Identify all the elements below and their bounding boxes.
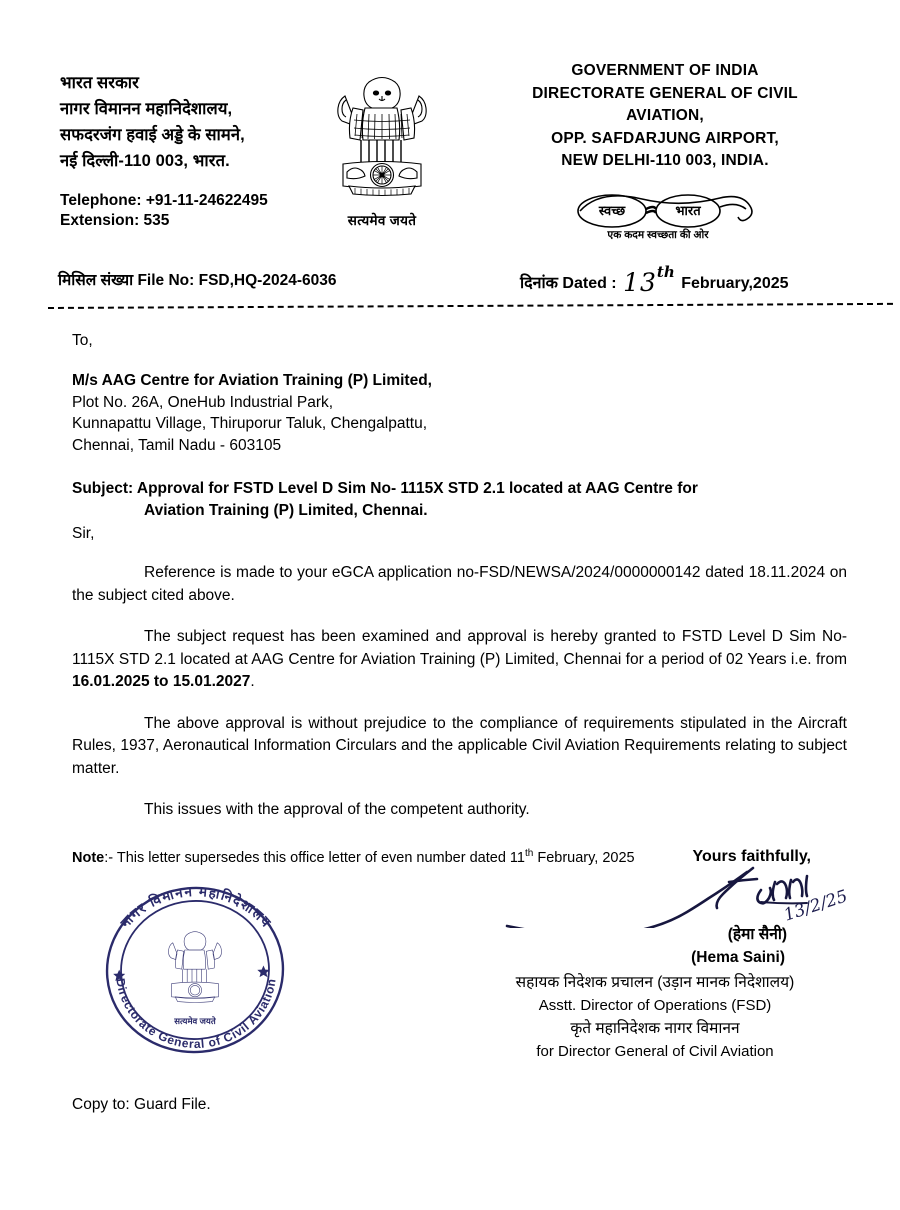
salutation: Sir,	[72, 525, 95, 542]
recipient-address	[72, 370, 847, 456]
paragraph-reference: Reference is made to your eGCA application no-FSD/NEWSA/2024/0000000142 dated 18.11.2024 on the subject cited above.	[72, 564, 847, 604]
note-date-superscript: th	[524, 847, 534, 859]
subject-block	[72, 478, 847, 521]
to-label: To,	[72, 332, 93, 349]
handwritten-day-suffix: th	[656, 263, 675, 281]
date-line	[520, 263, 789, 297]
designation-english: Asstt. Director of Operations (FSD)	[538, 997, 772, 1014]
swachh-bharat-tagline: एक कदम स्वच्छता की ओर	[607, 228, 709, 241]
dgca-round-seal-icon	[88, 872, 303, 1062]
subject-text-line-1: Approval for FSTD Level D Sim No- 1115X STD 2.1 located at AAG Centre for	[136, 480, 698, 497]
seal-top-arc-text: नागर विमानन महानिदेशालय	[117, 883, 275, 931]
english-address-line-2: DIRECTORATE GENERAL OF CIVIL	[532, 84, 798, 102]
approval-validity-period: 16.01.2025 to 15.01.2027	[72, 673, 251, 690]
subject-line-1	[72, 478, 847, 500]
bharat-word: भारत	[675, 202, 701, 218]
signature-icon	[485, 866, 815, 928]
for-dgca-english: for Director General of Civil Aviation	[536, 1043, 774, 1060]
date-label-english: Dated :	[562, 275, 617, 292]
signatory-name-english: (Hema Saini)	[691, 949, 785, 966]
seal-bottom-arc-text: Directorate General of Civil Aviation	[113, 977, 279, 1052]
subject-text-line-2: Aviation Training (P) Limited, Chennai.	[144, 501, 428, 519]
letterhead-hindi-address	[60, 70, 330, 231]
note-label: Note	[72, 849, 105, 866]
file-label-hindi: मिसिल संख्या	[58, 272, 134, 289]
seal-inner-caption: सत्यमेव जयते	[174, 1016, 216, 1026]
hindi-address-line-3: सफदरजंग हवाई अड्डे के सामने,	[60, 126, 245, 144]
swachh-bharat-logo	[455, 187, 875, 243]
english-address-line-3: AVIATION,	[626, 107, 704, 124]
header-divider	[48, 303, 893, 312]
signatory-designation-block	[455, 971, 855, 1063]
extension-line: Extension: 535	[60, 212, 170, 229]
paragraph-competent-authority: This issues with the approval of the competent authority.	[144, 801, 530, 818]
ashoka-lion-capital-icon	[323, 60, 441, 210]
official-seal-stamp	[88, 872, 303, 1062]
hindi-address-line-4: नई दिल्ली-110 003, भारत.	[60, 152, 230, 170]
for-dgca-hindi: कृते महानिदेशक नागर विमानन	[570, 1020, 740, 1037]
letterhead-english-address	[455, 60, 875, 243]
signature-block	[455, 848, 855, 1063]
hindi-address-line-1: भारत सरकार	[60, 74, 140, 92]
note-text-after: February, 2025	[533, 849, 635, 866]
telephone-line: Telephone: +91-11-24622495	[60, 192, 268, 209]
recipient-address-line-3: Chennai, Tamil Nadu - 603105	[72, 436, 282, 454]
file-number-line	[58, 268, 336, 290]
designation-hindi: सहायक निदेशक प्रचालन (उड़ान मानक निदेशालय)	[515, 974, 795, 991]
signature-handwritten-date: 13/2/25	[781, 886, 851, 926]
printed-month-year: February,2025	[681, 275, 789, 292]
letter-body	[72, 330, 847, 867]
seal-star-icon	[113, 965, 269, 980]
date-label-hindi: दिनांक	[520, 275, 558, 292]
english-address-line-1: GOVERNMENT OF INDIA	[571, 62, 759, 79]
letterhead	[0, 60, 900, 300]
hindi-address-line-2: नागर विमानन महानिदेशालय,	[60, 100, 233, 118]
telephone-block	[60, 191, 330, 231]
approval-text-lead: The subject request has been examined and approval is hereby granted to FSTD Level D Sim No- 1115X STD 2.1 located at AAG Centre for Aviation Training (P) Limited, Chennai for a period of 02 Years i.e. from	[72, 628, 847, 668]
english-address-line-5: NEW DELHI-110 003, INDIA.	[561, 152, 769, 169]
recipient-address-line-1: Plot No. 26A, OneHub Industrial Park,	[72, 393, 334, 411]
file-label-english: File No:	[137, 272, 195, 289]
paragraph-approval	[72, 626, 847, 694]
swachh-word: स्वच्छ	[598, 202, 626, 218]
emblem-caption: सत्यमेव जयते	[347, 213, 417, 228]
state-emblem-block	[312, 60, 452, 229]
copy-to-line: Copy to: Guard File.	[72, 1096, 211, 1113]
paragraph-prejudice: The above approval is without prejudice to the compliance of requirements stipulated in the Aircraft Rules, 1937, Aeronautical Information Circulars and the applicable Civil Aviation Requirements relating to subject matter.	[72, 714, 847, 777]
swachh-bharat-glasses-icon	[540, 187, 790, 243]
subject-label: Subject:	[72, 480, 134, 497]
recipient-address-line-2: Kunnapattu Village, Thiruporur Taluk, Chengalpattu,	[72, 415, 428, 432]
yours-faithfully: Yours faithfully,	[692, 848, 811, 865]
file-number-value: FSD,HQ-2024-6036	[198, 272, 337, 289]
handwritten-day: 13	[623, 268, 657, 297]
recipient-name: M/s AAG Centre for Aviation Training (P) Limited,	[72, 372, 432, 389]
handwritten-signature	[455, 866, 855, 928]
note-text-before: :- This letter supersedes this office letter of even number dated 11	[104, 849, 525, 866]
english-address-line-4: OPP. SAFDARJUNG AIRPORT,	[551, 129, 779, 147]
approval-text-end: .	[250, 673, 255, 690]
signatory-name-hindi: (हेमा सैनी)	[727, 926, 787, 943]
